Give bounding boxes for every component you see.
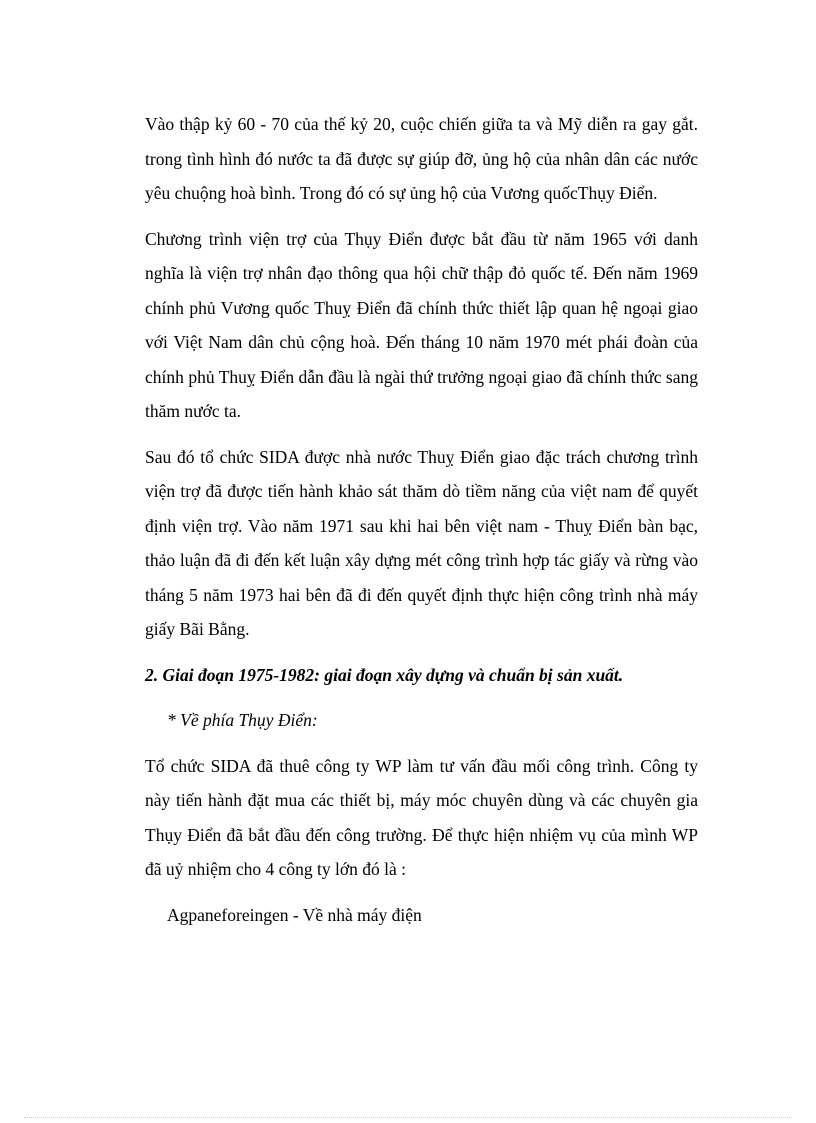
- paragraph-1: Vào thập kỷ 60 - 70 của thế kỷ 20, cuộc chiến giữa ta và Mỹ diễn ra gay gắt. trong tình hình đó nước ta đã được sự giúp đỡ, ủng hộ của nhân dân các nước yêu chuộng hoà bình. Trong đó có sự ủng hộ của Vương quốcThụy Điển.: [145, 114, 698, 203]
- paragraph-gap: [145, 738, 698, 749]
- paragraph-2: Chương trình viện trợ của Thụy Điển được bắt đầu từ năm 1965 với danh nghĩa là viện trợ nhân đạo thông qua hội chữ thập đỏ quốc tế. Đến năm 1969 chính phủ Vương quốc Thuỵ Điển đã chính thức thiết lập quan hệ ngoại giao với Việt Nam dân chủ cộng hoà. Đến tháng 10 năm 1970 mét phái đoàn của chính phủ Thuỵ Điển dẫn đầu là ngài thứ trưởng ngoại giao đã chính thức sang thăm nước ta.: [145, 228, 698, 421]
- list-item: Agpaneforeingen - Về nhà máy điện: [167, 904, 422, 925]
- document-body: [145, 107, 698, 932]
- paragraph-4: Tổ chức SIDA đã thuê công ty WP làm tư vấn đầu mối công trình. Công ty này tiến hành đặt mua các thiết bị, máy móc chuyên dùng và các chuyên gia Thụy Điển đã bắt đầu đến công trường. Để thực hiện nhiệm vụ của mình WP đã uỷ nhiệm cho 4 công ty lớn đó là :: [145, 755, 698, 879]
- section-heading: 2. Giai đoạn 1975-1982: giai đoạn xây dựng và chuẩn bị sản xuất.: [145, 664, 624, 685]
- page-bottom-divider: [24, 1117, 792, 1118]
- paragraph-gap: [145, 211, 698, 222]
- paragraph-3: Sau đó tổ chức SIDA được nhà nước Thuỵ Điển giao đặc trách chương trình viện trợ đã được tiến hành khảo sát thăm dò tiềm năng của việt nam để quyết định viện trợ. Vào năm 1971 sau khi hai bên việt nam - Thuỵ Điển bàn bạc, thảo luận đã đi đến kết luận xây dựng mét công trình hợp tác giấy và rừng vào tháng 5 năm 1973 hai bên đã đi đến quyết định thực hiện công trình nhà máy giấy Bãi Bằng.: [145, 446, 698, 639]
- paragraph-gap: [145, 692, 698, 703]
- paragraph-gap: [145, 429, 698, 440]
- paragraph-gap: [145, 887, 698, 898]
- section-subheading: * Về phía Thụy Điển:: [167, 710, 318, 730]
- paragraph-gap: [145, 647, 698, 658]
